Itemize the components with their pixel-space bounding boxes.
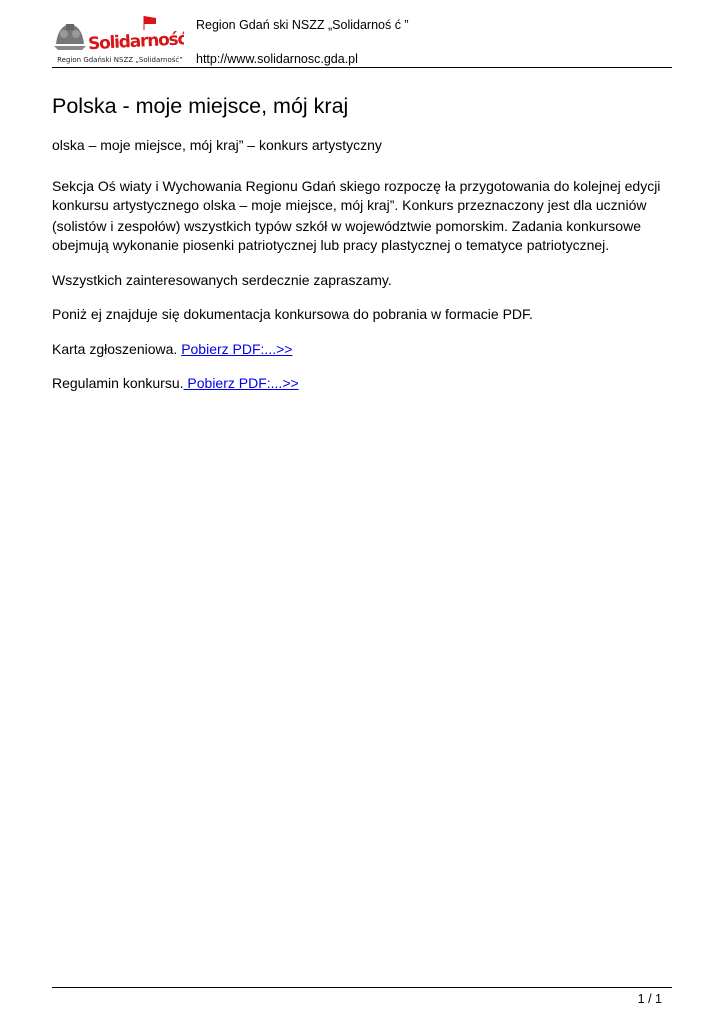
rules-download-link[interactable]: Pobierz PDF:...>> <box>183 375 299 391</box>
invitation-paragraph: Wszystkich zainteresowanych serdecznie zapraszamy. <box>52 271 392 288</box>
page-title: Polska - moje miejsce, mój kraj <box>52 94 349 118</box>
solidarnosc-logo[interactable] <box>52 14 184 68</box>
intro-paragraph <box>52 177 677 256</box>
article-subtitle <box>52 136 677 157</box>
page-number: 1 / 1 <box>637 992 662 1006</box>
rules-item <box>52 374 677 394</box>
article-body <box>52 136 677 409</box>
logo-wordmark: Solidarność <box>87 29 184 54</box>
rules-label: Regulamin konkursu. <box>52 375 184 391</box>
logo-caption: Region Gdański NSZZ „Solidarność” <box>57 56 183 64</box>
site-url[interactable]: http://www.solidarnosc.gda.pl <box>196 52 358 66</box>
intro-text-part2: olska – moje miejsce, mój kraj”. Konkurs przeznaczony jest dla uczniów (solistów i zespołów) wszystkich typów szkół w województwie pomorskim. Zadania konkursowe obejmują wykonanie piosenki patriotycznej lub pracy plastycznej o tematyce patriotycznej. <box>52 197 647 253</box>
entry-form-download-link[interactable]: Pobierz PDF:...>> <box>181 340 293 357</box>
documents-paragraph: Poniż ej znajduje się dokumentacja konkursowa do pobrania w formacie PDF. <box>52 306 533 322</box>
footer-divider <box>52 987 672 988</box>
entry-form-label: Karta zgłoszeniowa. <box>52 340 182 357</box>
site-title: Region Gdań ski NSZZ „Solidarnoś ć ” <box>196 18 409 32</box>
subtitle-text: olska – moje miejsce, mój kraj” – konkurs artystyczny <box>52 137 382 153</box>
entry-form-item <box>52 340 677 360</box>
logo-graphic <box>52 14 184 54</box>
page-header <box>52 0 672 68</box>
intro-text-part1: Sekcja Oś wiaty i Wychowania Regionu Gdań skiego rozpoczę ła przygotowania do kolejnej edycji konkursu artystycznego <box>52 177 661 213</box>
header-divider <box>52 67 672 68</box>
